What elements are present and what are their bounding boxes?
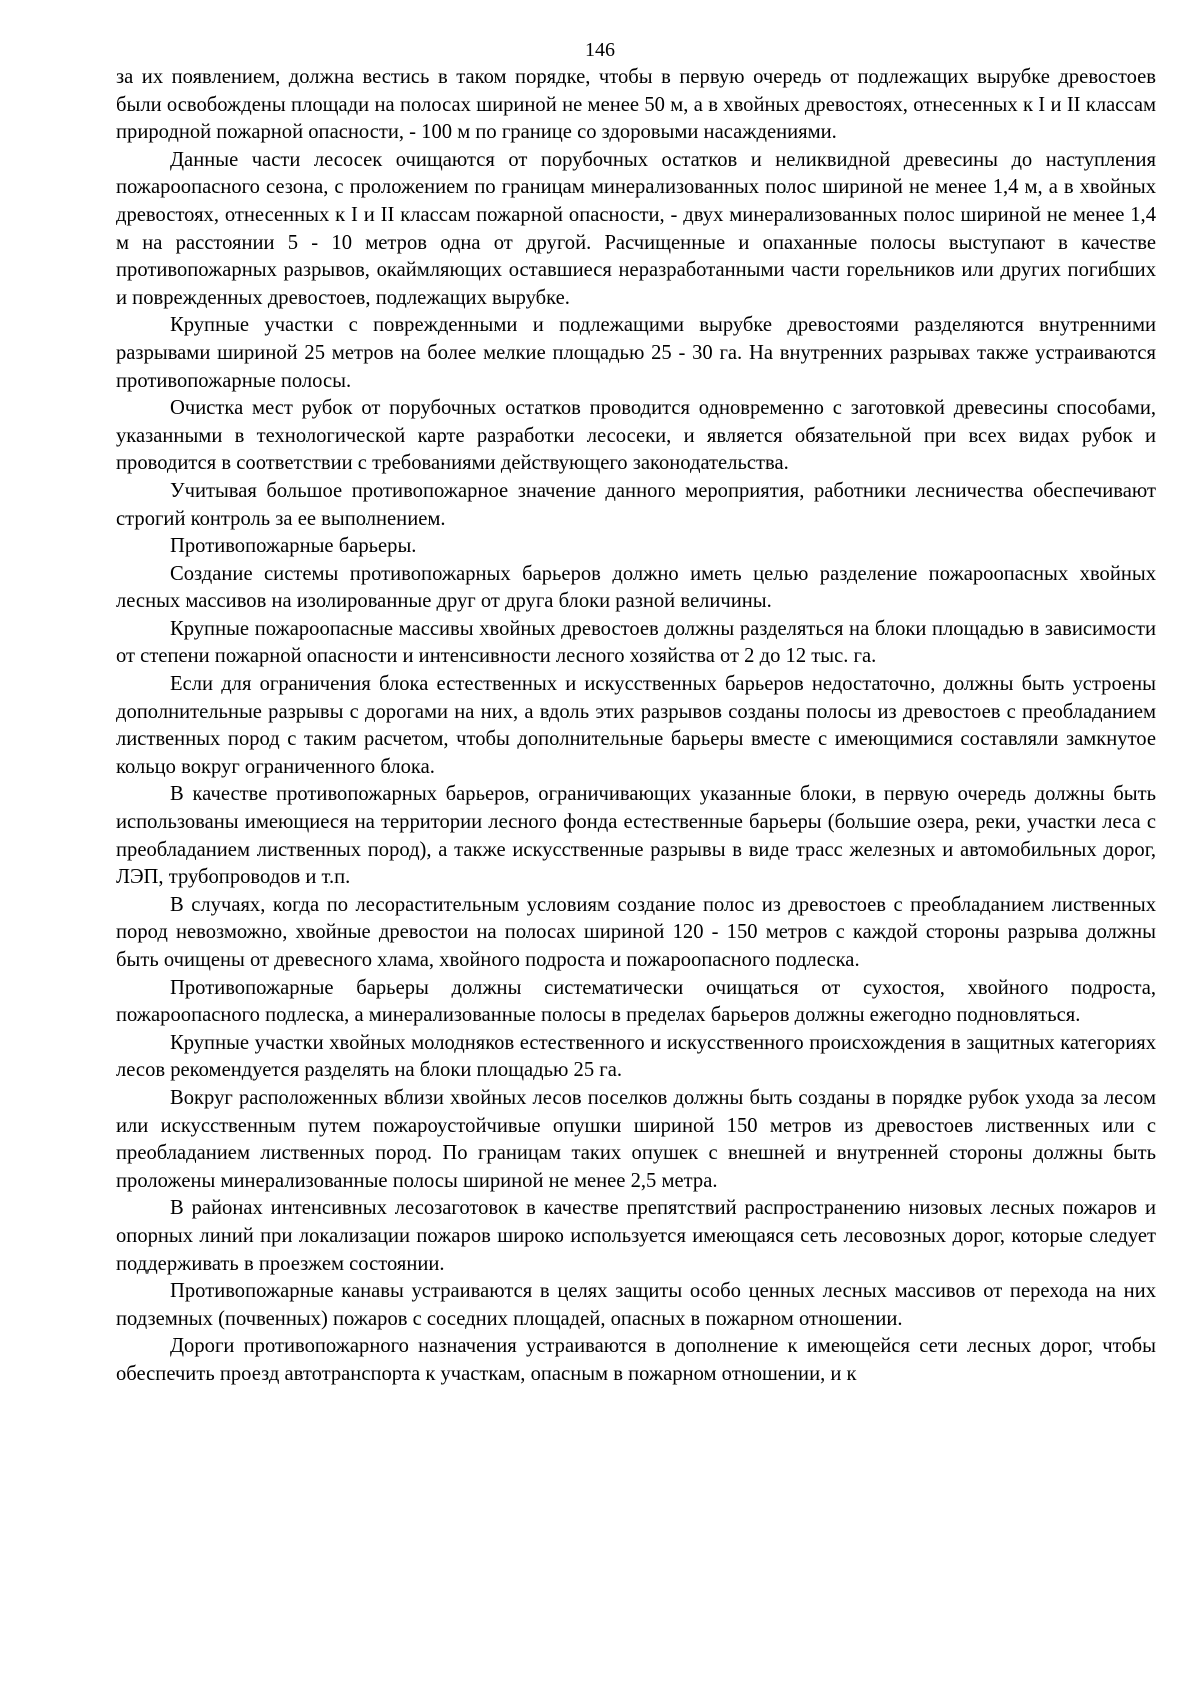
paragraph: Создание системы противопожарных барьеров должно иметь целью разделение пожароопасных хвойных лесных массивов на изолированные друг от друга блоки разной величины. xyxy=(116,562,1156,613)
paragraph: В районах интенсивных лесозаготовок в качестве препятствий распространению низовых лесных пожаров и опорных линий при локализации пожаров широко используется имеющаяся сеть лесовозных дорог, которые следует поддерживать в проезжем состоянии. xyxy=(116,1197,1156,1275)
paragraph: Если для ограничения блока естественных и искусственных барьеров недостаточно, должны быть устроены дополнительные разрывы с дорогами на них, а вдоль этих разрывов созданы полосы из древостоев с преобладанием лиственных пород с таким расчетом, чтобы дополнительные барьеры вместе с имеющимися составляли замкнутое кольцо вокруг ограниченного блока. xyxy=(116,673,1156,778)
paragraph: Учитывая большое противопожарное значение данного мероприятия, работники лесничества обеспечивают строгий контроль за ее выполнением. xyxy=(116,479,1156,530)
paragraph: Очистка мест рубок от порубочных остатков проводится одновременно с заготовкой древесины способами, указанными в технологической карте разработки лесосеки, и является обязательной при всех видах рубок и проводится в соответствии с требованиями действующего законодательства. xyxy=(116,397,1156,475)
paragraph: Крупные участки с поврежденными и подлежащими вырубке древостоями разделяются внутренними разрывами шириной 25 метров на более мелкие площадью 25 - 30 га. На внутренних разрывах также устраиваются противопожарные полосы. xyxy=(116,314,1156,392)
paragraph: В случаях, когда по лесорастительным условиям создание полос из древостоев с преобладанием лиственных пород невозможно, хвойные древостои на полосах шириной 120 - 150 метров с каждой стороны разрыва должны быть очищены от древесного хлама, хвойного подроста и пожароопасного подлеска. xyxy=(116,893,1156,971)
paragraph: Дороги противопожарного назначения устраиваются в дополнение к имеющейся сети лесных дорог, чтобы обеспечить проезд автотранспорта к участкам, опасным в пожарном отношении, и к xyxy=(116,1335,1156,1385)
paragraph: Крупные пожароопасные массивы хвойных древостоев должны разделяться на блоки площадью в зависимости от степени пожарной опасности и интенсивности лесного хозяйства от 2 до 12 тыс. га. xyxy=(116,617,1156,668)
paragraph: Крупные участки хвойных молодняков естественного и искусственного происхождения в защитных категориях лесов рекомендуется разделять на блоки площадью 25 га. xyxy=(116,1031,1156,1082)
section-heading: Противопожарные барьеры. xyxy=(170,535,417,558)
paragraph: за их появлением, должна вестись в таком порядке, чтобы в первую очередь от подлежащих вырубке древостоев были освобождены площади на полосах шириной не менее 50 м, а в хвойных древостоях, отнесенных к I и II классам природной пожарной опасности, - 100 м по границе со здоровыми насаждениями. xyxy=(116,66,1156,144)
paragraph: Данные части лесосек очищаются от порубочных остатков и неликвидной древесины до наступления пожароопасного сезона, с проложением по границам минерализованных полос шириной не менее 1,4 м, а в хвойных древостоях, отнесенных к I и II классам пожарной опасности, - двух минерализованных полос шириной не менее 1,4 м на расстоянии 5 - 10 метров одна от другой. Расчищенные и опаханные полосы выступают в качестве противопожарных разрывов, окаймляющих оставшиеся неразработанными части горельников или других погибших и поврежденных древостоев, подлежащих вырубке. xyxy=(116,148,1156,309)
paragraph: В качестве противопожарных барьеров, ограничивающих указанные блоки, в первую очередь должны быть использованы имеющиеся на территории лесного фонда естественные барьеры (большие озера, реки, участки леса с преобладанием лиственных пород), а также искусственные разрывы в виде трасс железных и автомобильных дорог, ЛЭП, трубопроводов и т.п. xyxy=(116,783,1156,889)
text-body xyxy=(116,64,1156,1389)
paragraph: Противопожарные барьеры должны систематически очищаться от сухостоя, хвойного подроста, пожароопасного подлеска, а минерализованные полосы в пределах барьеров должны ежегодно подновляться. xyxy=(116,976,1156,1027)
page-number: 146 xyxy=(585,39,615,61)
paragraph: Вокруг расположенных вблизи хвойных лесов поселков должны быть созданы в порядке рубок ухода за лесом или искусственным путем пожароустойчивые опушки шириной 150 метров из древостоев лиственных или с преобладанием лиственных пород. По границам таких опушек с внешней и внутренней стороны должны быть проложены минерализованные полосы шириной не менее 2,5 метра. xyxy=(116,1086,1156,1192)
paragraph: Противопожарные канавы устраиваются в целях защиты особо ценных лесных массивов от перехода на них подземных (почвенных) пожаров с соседних площадей, опасных в пожарном отношении. xyxy=(116,1280,1156,1330)
